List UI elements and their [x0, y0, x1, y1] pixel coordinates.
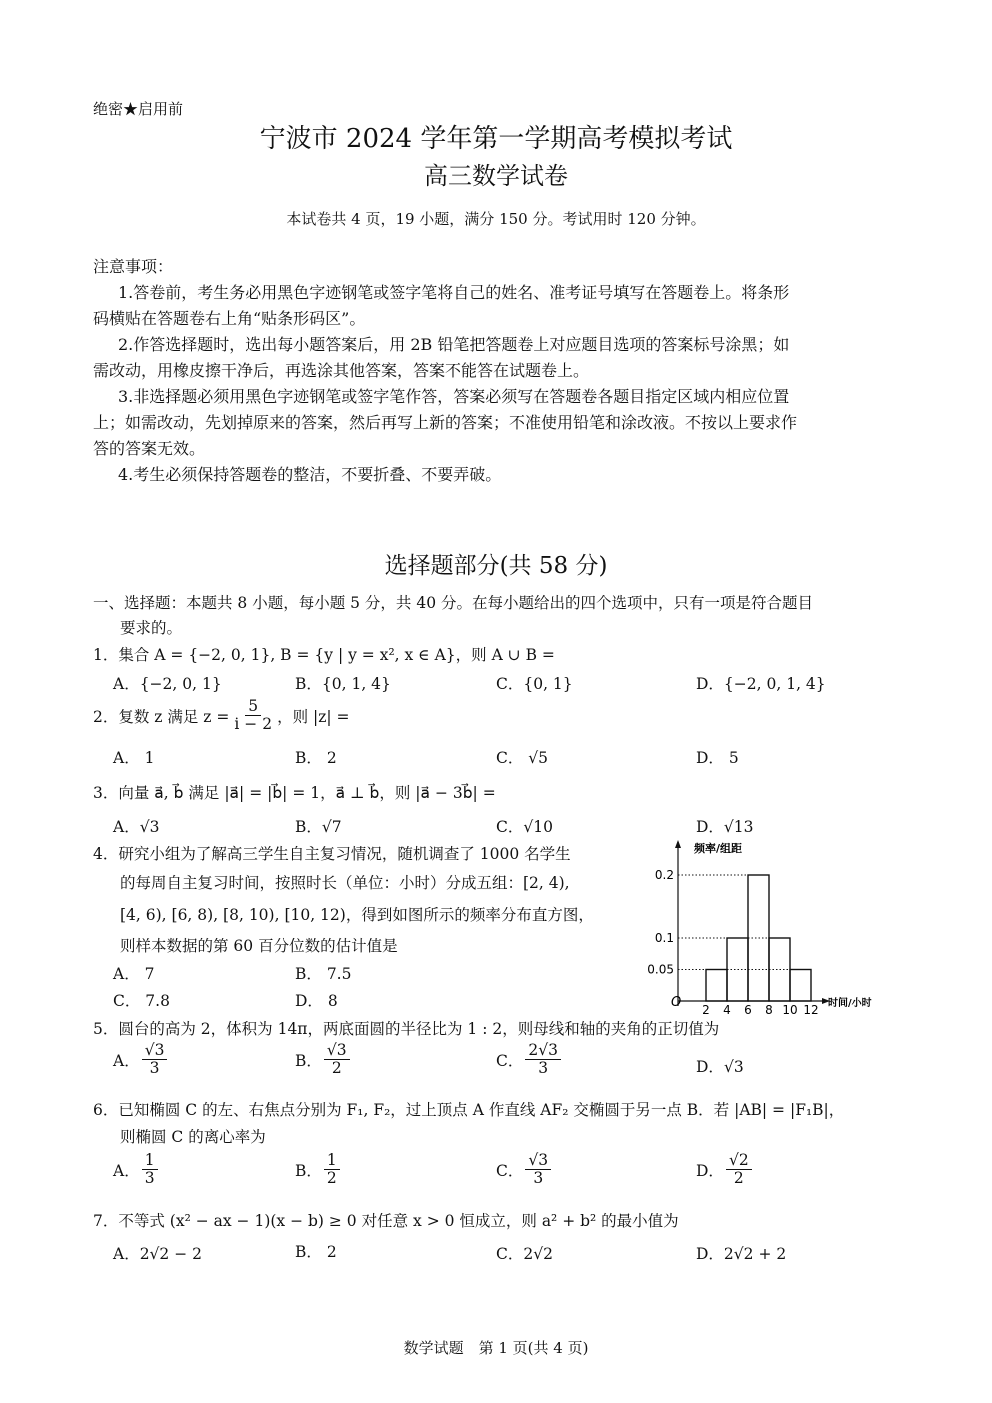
option-label: A．	[113, 1051, 140, 1070]
question-1-option-c: C．{0, 1}	[496, 675, 573, 693]
histogram-group	[647, 840, 871, 1016]
question-1-option-d: D．{−2, 0, 1, 4}	[696, 675, 826, 693]
fraction-numerator: 1	[142, 1152, 158, 1170]
question-3-option-b: B．√7	[295, 818, 342, 836]
option-label: C．	[496, 1051, 524, 1070]
question-4-option-c: C． 7.8	[113, 992, 170, 1010]
y-tick-label: 0.1	[654, 931, 674, 945]
page-footer: 数学试题 第 1 页(共 4 页)	[403, 1339, 589, 1357]
x-tick-label: 10	[782, 1003, 798, 1016]
question-5-option-b	[295, 1042, 352, 1077]
question-2-fraction	[231, 698, 275, 733]
question-5-option-d	[696, 1055, 744, 1077]
question-2-option-d: D． 5	[696, 749, 739, 767]
option-label: B．	[295, 1161, 322, 1180]
question-4-option-b: B． 7.5	[295, 965, 352, 983]
question-6-option-b	[295, 1152, 342, 1187]
question-2-option-a: A． 1	[113, 749, 155, 767]
exam-title: 宁波市 2024 学年第一学期高考模拟考试	[259, 124, 733, 154]
option-label: A．	[113, 1161, 140, 1180]
fraction-denominator: 3	[144, 1169, 155, 1188]
option-label: D．	[696, 1161, 724, 1180]
y-axis-arrow	[675, 840, 681, 848]
question-5-stem: 5．圆台的高为 2，体积为 14π，两底面圆的半径比为 1 : 2，则母线和轴的夹角的正切值为	[93, 1020, 720, 1038]
note-line: 答的答案无效。	[93, 439, 206, 458]
question-2-stem-post: ，则 |z| =	[277, 707, 350, 726]
section-intro: 一、选择题：本题共 8 小题，每小题 5 分，共 40 分。在每小题给出的四个选项中，只有一项是符合题目	[93, 594, 814, 612]
x-tick-label: 12	[803, 1003, 819, 1016]
question-1-option-a: A．{−2, 0, 1}	[113, 675, 222, 693]
question-3-option-d: D．√13	[696, 818, 754, 836]
fraction-numerator: 2√3	[525, 1042, 561, 1060]
x-tick-label: 6	[744, 1003, 752, 1016]
option-text: √3	[723, 1058, 744, 1076]
note-line: 1.答卷前，考生务必用黑色字迹钢笔或签字笔将自己的姓名、准考证号填写在答题卷上。将条形	[118, 283, 790, 302]
fraction-denominator: 2	[326, 1169, 337, 1188]
question-6-option-c	[496, 1152, 553, 1187]
section-title: 选择题部分(共 58 分)	[384, 553, 608, 579]
question-5-option-c	[496, 1042, 563, 1077]
option-label: B．	[295, 1051, 322, 1070]
question-7-option-b: B． 2	[295, 1243, 337, 1261]
y-tick-label: 0.2	[654, 868, 674, 882]
question-5-option-a	[113, 1042, 169, 1077]
fraction-numerator: √3	[142, 1042, 168, 1060]
question-2-option-c: C． √5	[496, 749, 549, 767]
section-intro: 要求的。	[120, 619, 183, 637]
fraction-denominator: 3	[149, 1059, 160, 1078]
question-7-option-c: C．2√2	[496, 1245, 553, 1263]
fraction-denominator: 2	[331, 1059, 342, 1078]
question-6-line: 6．已知椭圆 C 的左、右焦点分别为 F₁, F₂，过上顶点 A 作直线 AF₂ 交椭圆于另一点 B．若 |AB| = |F₁B|，	[93, 1101, 845, 1119]
note-line: 码横贴在答题卷右上角“贴条形码区”。	[93, 309, 366, 328]
question-7-option-d: D．2√2 + 2	[696, 1245, 787, 1263]
question-7-option-a: A．2√2 − 2	[113, 1245, 202, 1263]
question-2-stem-pre: 2．复数 z 满足 z =	[93, 707, 230, 726]
question-6-option-d	[696, 1152, 754, 1187]
question-4-option-d: D． 8	[295, 992, 338, 1010]
question-3-stem: 3．向量 a⃗, b⃗ 满足 |a⃗| = |b⃗| = 1，a⃗ ⊥ b⃗，则 |a⃗ − 3b⃗| =	[93, 784, 496, 802]
exam-subtitle: 高三数学试卷	[424, 162, 568, 190]
question-6-option-a	[113, 1152, 160, 1187]
x-tick-label: 2	[702, 1003, 710, 1016]
fraction-denominator: 3	[538, 1059, 549, 1078]
fraction-numerator: 5	[245, 698, 261, 716]
fraction-numerator: √3	[525, 1152, 551, 1170]
histogram-bar	[706, 970, 727, 1002]
fraction-numerator: √2	[726, 1152, 752, 1170]
note-line: 3.非选择题必须用黑色字迹钢笔或签字笔作答，答案必须写在答题卷各题目指定区域内相应位置	[118, 387, 790, 406]
note-line: 4.考生必须保持答题卷的整洁，不要折叠、不要弄破。	[118, 465, 502, 484]
x-tick-label: 8	[765, 1003, 773, 1016]
question-2-stem	[93, 698, 350, 733]
question-3-option-c: C．√10	[496, 818, 553, 836]
frequency-histogram	[640, 838, 890, 1016]
note-line: 需改动，用橡皮擦干净后，再选涂其他答案，答案不能答在试题卷上。	[93, 361, 590, 380]
option-label: C．	[496, 1161, 524, 1180]
question-4-line: 则样本数据的第 60 百分位数的估计值是	[120, 937, 398, 955]
note-line: 2.作答选择题时，选出每小题答案后，用 2B 铅笔把答题卷上对应题目选项的答案标号涂黑；如	[118, 335, 790, 354]
secret-label: 绝密★启用前	[93, 100, 184, 118]
question-1-option-b: B．{0, 1, 4}	[295, 675, 391, 693]
exam-info: 本试卷共 4 页，19 小题，满分 150 分。考试用时 120 分钟。	[286, 210, 706, 228]
x-axis-label: 时间/小时	[828, 998, 872, 1009]
fraction-numerator: √3	[324, 1042, 350, 1060]
notes-heading: 注意事项：	[93, 257, 174, 276]
question-7-stem: 7．不等式 (x² − ax − 1)(x − b) ≥ 0 对任意 x > 0 恒成立，则 a² + b² 的最小值为	[93, 1212, 679, 1230]
question-2-option-b: B． 2	[295, 749, 337, 767]
histogram-bar	[790, 970, 811, 1002]
fraction-denominator: i − 2	[234, 715, 273, 734]
origin-label: O	[671, 995, 682, 1010]
fraction-denominator: 3	[533, 1169, 544, 1188]
question-3-option-a: A．√3	[113, 818, 160, 836]
question-6-line: 则椭圆 C 的离心率为	[120, 1128, 266, 1146]
fraction-numerator: 1	[324, 1152, 340, 1170]
note-line: 上；如需改动，先划掉原来的答案，然后再写上新的答案；不准使用铅笔和涂改液。不按以上要求作	[93, 413, 798, 432]
option-label: D．	[696, 1058, 724, 1076]
y-tick-label: 0.05	[647, 962, 674, 977]
question-4-line: 4．研究小组为了解高三学生自主复习情况，随机调查了 1000 名学生	[93, 845, 571, 863]
fraction-denominator: 2	[733, 1169, 744, 1188]
question-4-line: 的每周自主复习时间，按照时长（单位：小时）分成五组：[2, 4),	[120, 874, 570, 892]
x-tick-label: 4	[723, 1003, 731, 1016]
y-axis-label: 频率/组距	[694, 842, 743, 855]
question-1-stem: 1．集合 A = {−2, 0, 1}, B = {y | y = x², x ∈ A}，则 A ∪ B =	[93, 646, 555, 664]
question-4-line: [4, 6), [6, 8), [8, 10), [10, 12)，得到如图所示的频率分布直方图，	[120, 906, 594, 924]
question-4-option-a: A． 7	[113, 965, 155, 983]
